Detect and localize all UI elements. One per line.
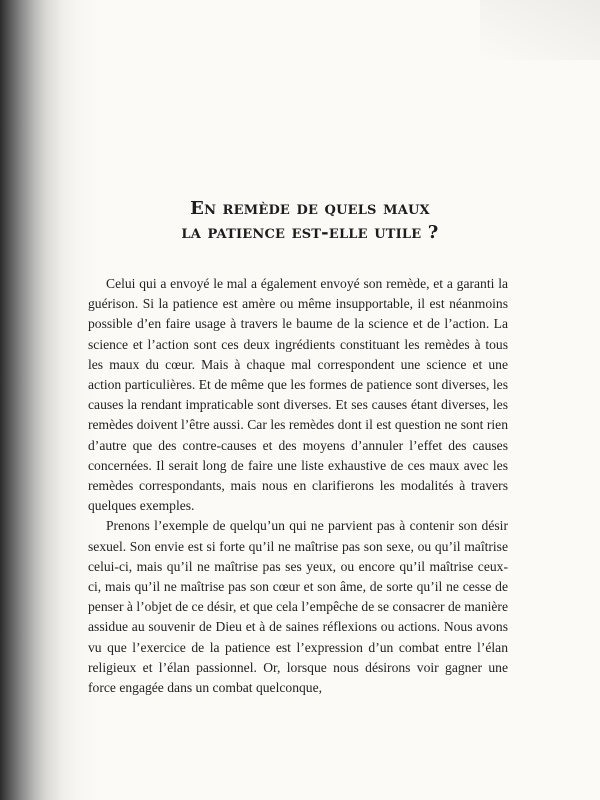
paragraph-1: Celui qui a envoyé le mal a également envoyé son remède, et a garanti la guérison. Si la patience est amère ou même insupportable, il est néanmoins possible d’en faire usage à travers le baume de la science et de l’action. La science et l’action sont ces deux ingrédients constituant les remèdes à tous les maux du cœur. Mais à chaque mal correspondent une science et une action particulières. Et de même que les formes de patience sont diverses, les causes la rendant impraticable sont diverses. Et ses causes étant diverses, les remèdes doivent l’être aussi. Car les remèdes dont il est question ne sont rien d’autre que des contre-causes et des moyens d’annuler l’effet des causes concernées. Il serait long de faire une liste exhaustive de ces maux avec les remèdes correspondants, mais nous en clarifierons les modalités à travers quelques exemples.	[88, 276, 508, 514]
chapter-title-line-2: la patience est-elle utile ?	[181, 222, 439, 243]
chapter-title-line-1: En remède de quels maux	[190, 198, 430, 219]
body-text	[88, 274, 508, 698]
paragraph-2: Prenons l’exemple de quelqu’un qui ne parvient pas à contenir son désir sexuel. Son envie est si forte qu’il ne maîtrise pas son sexe, ou qu’il maîtrise celui-ci, mais qu’il ne maîtrise pas ses yeux, ou encore qu’il maîtrise ceux-ci, mais qu’il ne maîtrise pas son cœur et son âme, de sorte qu’il ne cesse de penser à l’objet de ce désir, et que cela l’empêche de se consacrer de manière assidue au souvenir de Dieu et à de saines réflexions ou actions. Nous avons vu que l’exercice de la patience est l’expression d’un combat entre l’élan religieux et l’élan passionnel. Or, lorsque nous désirons voir gagner une force engagée dans un combat quelconque,	[88, 518, 508, 696]
